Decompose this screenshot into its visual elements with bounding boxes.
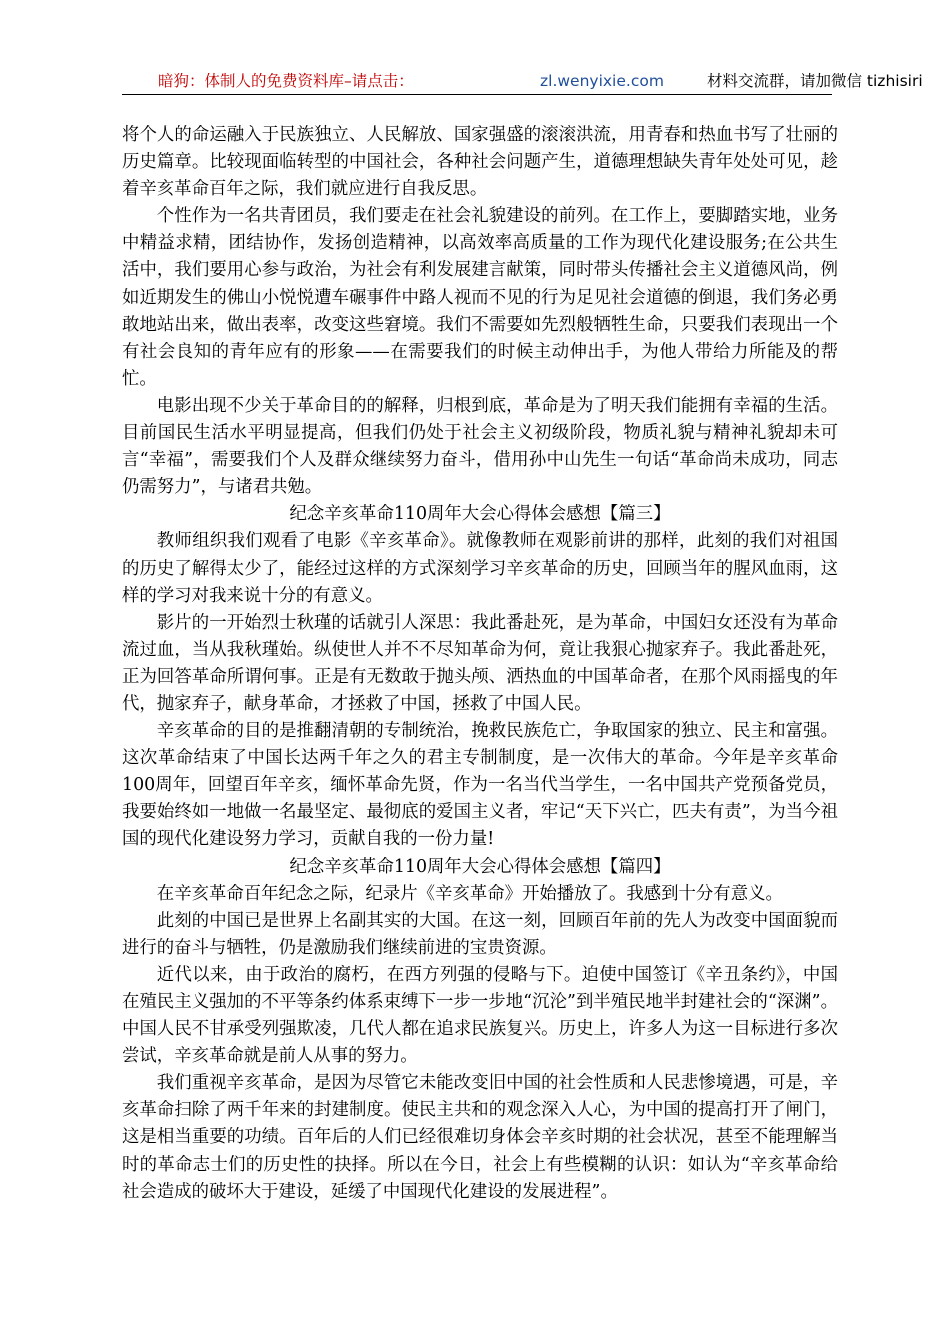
paragraph: 辛亥革命的目的是推翻清朝的专制统治，挽救民族危亡，争取国家的独立、民主和富强。这次革命结束了中国长达两千年之久的君主专制制度，是一次伟大的革命。今年是辛亥革命100周年，回望百年辛亥，缅怀革命先贤，作为一名当代当学生，一名中国共产党预备党员，我要始终如一地做一名最坚定、最彻底的爱国主义者，牢记“天下兴亡，匹夫有责”，为当今祖国的现代化建设努力学习，贡献自我的一份力量!: [122, 721, 838, 850]
section-heading-3: 纪念辛亥革命110周年大会心得体会感想【篇三】: [289, 504, 671, 525]
paragraph: 将个人的命运融入于民族独立、人民解放、国家强盛的滚滚洪流，用青春和热血书写了壮丽的历史篇章。比较现面临转型的中国社会，各种社会问题产生，道德理想缺失青年处处可见，趁着辛亥革命百年之际，我们就应进行自我反思。: [122, 125, 838, 200]
paragraph: 我们重视辛亥革命，是因为尽管它未能改变旧中国的社会性质和人民悲惨境遇，可是，辛亥革命扫除了两千年来的封建制度。使民主共和的观念深入人心，为中国的提高打开了闸门，这是相当重要的功绩。百年后的人们已经很难切身体会辛亥时期的社会状况，甚至不能理解当时的革命志士们的历史性的抉择。所以在今日，社会上有些模糊的认识：如认为“辛亥革命给社会造成的破坏大于建设，延缓了中国现代化建设的发展进程”。: [122, 1073, 838, 1202]
paragraph: 教师组织我们观看了电影《辛亥革命》。就像教师在观影前讲的那样，此刻的我们对祖国的历史了解得太少了，能经过这样的方式深刻学习辛亥革命的历史，回顾当年的腥风血雨，这样的学习对我来说十分的有意义。: [122, 531, 838, 606]
header-click-prompt: –请点击：: [344, 72, 414, 90]
header-url-link[interactable]: zl.wenyixie.com: [540, 72, 664, 90]
paragraph: 电影出现不少关于革命目的的解释，归根到底，革命是为了明天我们能拥有幸福的生活。目前国民生活水平明显提高，但我们仍处于社会主义初级阶段，物质礼貌与精神礼貌却未可言“幸福”，需要我们个人及群众继续努力奋斗，借用孙中山先生一句话“革命尚未成功，同志仍需努力”，与诸君共勉。: [122, 395, 838, 498]
header-wechat: 材料交流群，请加微信 tizhisiri: [707, 72, 923, 90]
document-body: [122, 122, 838, 1206]
paragraph: 在辛亥革命百年纪念之际，纪录片《辛亥革命》开始播放了。我感到十分有意义。: [156, 883, 783, 904]
page-header: [122, 68, 923, 95]
section-heading-4: 纪念辛亥革命110周年大会心得体会感想【篇四】: [289, 856, 671, 877]
paragraph: 影片的一开始烈士秋瑾的话就引人深思：我此番赴死，是为革命，中国妇女还没有为革命流过血，当从我秋瑾始。纵使世人并不不尽知革命为何，竟让我狠心抛家弃子。我此番赴死，正为回答革命所谓何事。正是有无数敢于抛头颅、洒热血的中国革命者，在那个风雨摇曳的年代，抛家弃子，献身革命，才拯救了中国，拯救了中国人民。: [122, 612, 838, 714]
paragraph: 个性作为一名共青团员，我们要走在社会礼貌建设的前列。在工作上，要脚踏实地，业务中精益求精，团结协作，发扬创造精神，以高效率高质量的工作为现代化建设服务;在公共生活中，我们要用心参与政治，为社会有利发展建言献策，同时带头传播社会主义道德风尚，例如近期发生的佛山小悦悦遭车碾事件中路人视而不见的行为足见社会道德的倒退，我们务必勇敢地站出来，做出表率，改变这些窘境。我们不需要如先烈般牺牲生命，只要我们表现出一个有社会良知的青年应有的形象——在需要我们的时候主动伸出手，为他人带给力所能及的帮忙。: [122, 206, 838, 389]
header-brand: 暗狗：体制人的免费资料库–请点击：: [158, 72, 414, 90]
paragraph: 此刻的中国已是世界上名副其实的大国。在这一刻，回顾百年前的先人为改变中国面貌而进行的奋斗与牺牲，仍是激励我们继续前进的宝贵资源。: [122, 910, 838, 958]
paragraph: 近代以来，由于政治的腐朽，在西方列强的侵略与下。迫使中国签订《辛丑条约》，中国在殖民主义强加的不平等条约体系束缚下一步一步地“沉沦”到半殖民地半封建社会的“深渊”。中国人民不甘承受列强欺凌，几代人都在追求民族复兴。历史上，许多人为这一目标进行多次尝试，辛亥革命就是前人从事的努力。: [122, 964, 838, 1067]
